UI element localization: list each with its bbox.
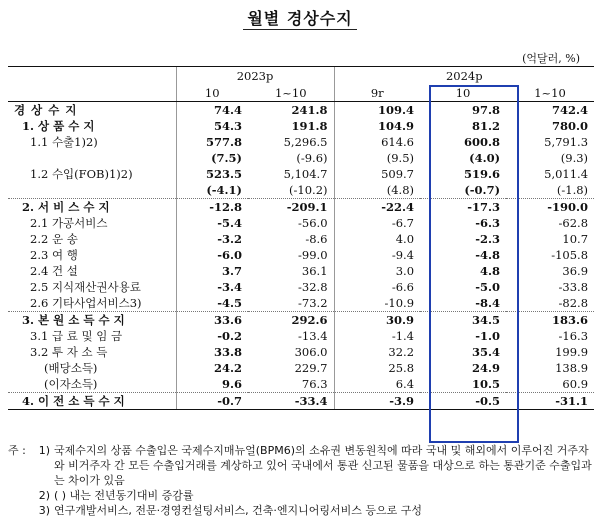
row-value: 780.0 xyxy=(552,119,589,133)
row-value: 5,296.5 xyxy=(283,135,328,149)
row-value: (7.5) xyxy=(176,150,248,166)
footnote xyxy=(8,488,594,503)
table-row xyxy=(8,134,594,150)
row-value: (9.5) xyxy=(334,150,420,166)
table-row xyxy=(8,182,594,199)
table-row xyxy=(8,231,594,247)
row-value: 306.0 xyxy=(294,345,328,359)
row-label: 2.3 여 행 xyxy=(30,248,78,262)
row-value: -4.8 xyxy=(475,248,501,262)
row-label: 2.1 가공서비스 xyxy=(30,216,108,230)
row-value: 292.6 xyxy=(248,312,334,329)
table-row xyxy=(8,344,594,360)
row-value: -16.3 xyxy=(558,329,589,343)
row-label: 2. 서 비 스 수 지 xyxy=(8,199,176,216)
row-value: -99.0 xyxy=(298,248,328,262)
row-value: -5.0 xyxy=(475,280,501,294)
row-label xyxy=(8,182,176,199)
row-label: (배당소득) xyxy=(44,361,98,375)
header-col: 9r xyxy=(334,85,420,102)
footnote-text: 연구개발서비스, 전문·경영컨설팅서비스, 건축·엔지니어링서비스 등으로 구성 xyxy=(54,504,423,517)
row-value: 138.9 xyxy=(555,361,589,375)
row-label: 2.5 지식재산권사용료 xyxy=(30,280,141,294)
row-value: -1.0 xyxy=(475,329,501,343)
header-year-row xyxy=(8,67,594,86)
row-value: -105.8 xyxy=(551,248,589,262)
row-value: 54.3 xyxy=(176,118,248,134)
row-value: -5.4 xyxy=(176,215,248,231)
row-value: (-1.8) xyxy=(556,183,589,197)
row-value: -6.6 xyxy=(334,279,420,295)
row-label: 1.2 수입(FOB)1)2) xyxy=(30,167,133,181)
row-value: (-10.2) xyxy=(289,183,328,197)
table-row xyxy=(8,393,594,410)
table-row xyxy=(8,328,594,344)
row-value: 183.6 xyxy=(506,312,594,329)
row-value: 81.2 xyxy=(472,119,501,133)
row-value: 4.0 xyxy=(334,231,420,247)
row-value: -1.4 xyxy=(334,328,420,344)
row-label: 2.4 건 설 xyxy=(30,264,78,278)
row-value: 24.9 xyxy=(472,361,501,375)
row-value: 35.4 xyxy=(472,345,501,359)
header-col: 10 xyxy=(176,85,248,102)
table-row xyxy=(8,263,594,279)
row-value: -0.5 xyxy=(420,393,506,410)
header-2024: 2024p xyxy=(334,67,594,86)
page-title: 월별 경상수지 xyxy=(0,6,600,29)
row-value: -3.4 xyxy=(176,279,248,295)
footnote-text: 국제수지의 상품 수출입은 국제수지매뉴얼(BPM6)의 소유권 변동원칙에 따라 국내 및 해외에서 이루어진 거주자와 비거주자 간 모든 수출입거래를 계상하고 있어 국내에서 통관 신고된 물품을 대상으로 하는 통관기준 수출입과는 차이가 있음 xyxy=(54,444,592,487)
table-row xyxy=(8,150,594,166)
row-value: 109.4 xyxy=(334,102,420,119)
footnote-head: 주 : xyxy=(8,444,26,457)
footnote xyxy=(8,443,594,488)
table-row xyxy=(8,312,594,329)
row-label xyxy=(8,150,176,166)
table-row xyxy=(8,360,594,376)
row-label: 1. 상 품 수 지 xyxy=(22,119,95,133)
row-value: 34.5 xyxy=(420,312,506,329)
header-2023: 2023p xyxy=(176,67,334,86)
row-label: (이자소득) xyxy=(44,377,98,391)
row-value: (4.0) xyxy=(469,151,501,165)
row-value: 509.7 xyxy=(334,166,420,182)
row-value: 241.8 xyxy=(291,103,328,117)
table-row xyxy=(8,118,594,134)
row-value: 104.9 xyxy=(334,118,420,134)
row-value: -32.8 xyxy=(298,280,328,294)
row-value: -6.0 xyxy=(176,247,248,263)
header-col: 1~10 xyxy=(248,85,334,102)
table-row xyxy=(8,279,594,295)
row-value: -33.8 xyxy=(558,280,589,294)
row-value: -82.8 xyxy=(558,296,589,310)
row-value: 36.9 xyxy=(562,264,589,278)
footnote-number: 3) xyxy=(38,504,50,517)
row-value: 24.2 xyxy=(176,360,248,376)
row-value: (-4.1) xyxy=(176,182,248,199)
row-value: 600.8 xyxy=(464,135,501,149)
row-value: (4.8) xyxy=(334,182,420,199)
row-value: 5,011.4 xyxy=(544,167,589,181)
row-value: 614.6 xyxy=(334,134,420,150)
row-value: 6.4 xyxy=(334,376,420,393)
row-value: 5,104.7 xyxy=(283,167,328,181)
row-value: 33.8 xyxy=(176,344,248,360)
row-value: 9.6 xyxy=(176,376,248,393)
row-value: -4.5 xyxy=(176,295,248,312)
row-value: -2.3 xyxy=(475,232,501,246)
table-row xyxy=(8,199,594,216)
row-value: 33.6 xyxy=(176,312,248,329)
row-value: -190.0 xyxy=(506,199,594,216)
row-value: 60.9 xyxy=(562,377,589,391)
header-col: 1~10 xyxy=(506,85,594,102)
header-period-row xyxy=(8,85,594,102)
row-value: -33.4 xyxy=(248,393,334,410)
row-value: -56.0 xyxy=(298,216,328,230)
row-value: -8.6 xyxy=(305,232,328,246)
row-value: 10.7 xyxy=(562,232,589,246)
row-label: 2.6 기타사업서비스3) xyxy=(30,296,142,310)
row-value: 97.8 xyxy=(472,103,501,117)
row-value: -9.4 xyxy=(334,247,420,263)
header-col: 10 xyxy=(420,85,506,102)
row-value: (-0.7) xyxy=(464,183,501,197)
table-row xyxy=(8,247,594,263)
row-value: 76.3 xyxy=(301,377,328,391)
row-value: 5,791.3 xyxy=(544,135,589,149)
footnote xyxy=(8,503,594,518)
row-value: -17.3 xyxy=(420,199,506,216)
row-value: 199.9 xyxy=(555,345,589,359)
row-value: 519.6 xyxy=(464,167,501,181)
row-value: -31.1 xyxy=(506,393,594,410)
row-value: -209.1 xyxy=(248,199,334,216)
row-value: 3.0 xyxy=(334,263,420,279)
row-value: -3.9 xyxy=(334,393,420,410)
footnotes xyxy=(8,443,594,518)
row-value: -6.3 xyxy=(475,216,501,230)
row-value: -73.2 xyxy=(298,296,328,310)
row-value: -12.8 xyxy=(176,199,248,216)
footnote-number: 1) xyxy=(38,444,50,457)
row-value: 191.8 xyxy=(291,119,328,133)
table-row xyxy=(8,166,594,182)
row-value: 30.9 xyxy=(334,312,420,329)
footnote-number: 2) xyxy=(38,489,50,502)
row-value: 36.1 xyxy=(301,264,328,278)
unit-label: (억달러, %) xyxy=(522,52,580,65)
footnote-text: ( ) 내는 전년동기대비 증감률 xyxy=(54,489,194,502)
row-label: 1.1 수출1)2) xyxy=(30,135,98,149)
row-value: 74.4 xyxy=(176,102,248,119)
row-value: -10.9 xyxy=(334,295,420,312)
row-label: 4. 이 전 소 득 수 지 xyxy=(8,393,176,410)
row-label: 3. 본 원 소 득 수 지 xyxy=(8,312,176,329)
table-row xyxy=(8,295,594,312)
row-value: -6.7 xyxy=(334,215,420,231)
row-value: -0.2 xyxy=(176,328,248,344)
row-label: 3.1 급 료 및 임 금 xyxy=(30,329,123,343)
row-value: -3.2 xyxy=(176,231,248,247)
row-value: 4.8 xyxy=(480,264,501,278)
row-value: 229.7 xyxy=(294,361,328,375)
row-value: 25.8 xyxy=(334,360,420,376)
table-row xyxy=(8,215,594,231)
table-row xyxy=(8,102,594,119)
current-account-table xyxy=(8,66,594,410)
row-value: 3.7 xyxy=(176,263,248,279)
row-label: 경 상 수 지 xyxy=(14,103,78,117)
row-value: 577.8 xyxy=(176,134,248,150)
row-label: 3.2 투 자 소 득 xyxy=(30,345,108,359)
row-label: 2.2 운 송 xyxy=(30,232,78,246)
row-value: -13.4 xyxy=(298,329,328,343)
row-value: 32.2 xyxy=(334,344,420,360)
row-value: 742.4 xyxy=(552,103,589,117)
row-value: -22.4 xyxy=(334,199,420,216)
row-value: 10.5 xyxy=(472,377,501,391)
row-value: (9.3) xyxy=(560,151,589,165)
row-value: -0.7 xyxy=(176,393,248,410)
row-value: -62.8 xyxy=(558,216,589,230)
row-value: -8.4 xyxy=(475,296,501,310)
row-value: (-9.6) xyxy=(296,151,328,165)
row-value: 523.5 xyxy=(176,166,248,182)
table-row xyxy=(8,376,594,393)
